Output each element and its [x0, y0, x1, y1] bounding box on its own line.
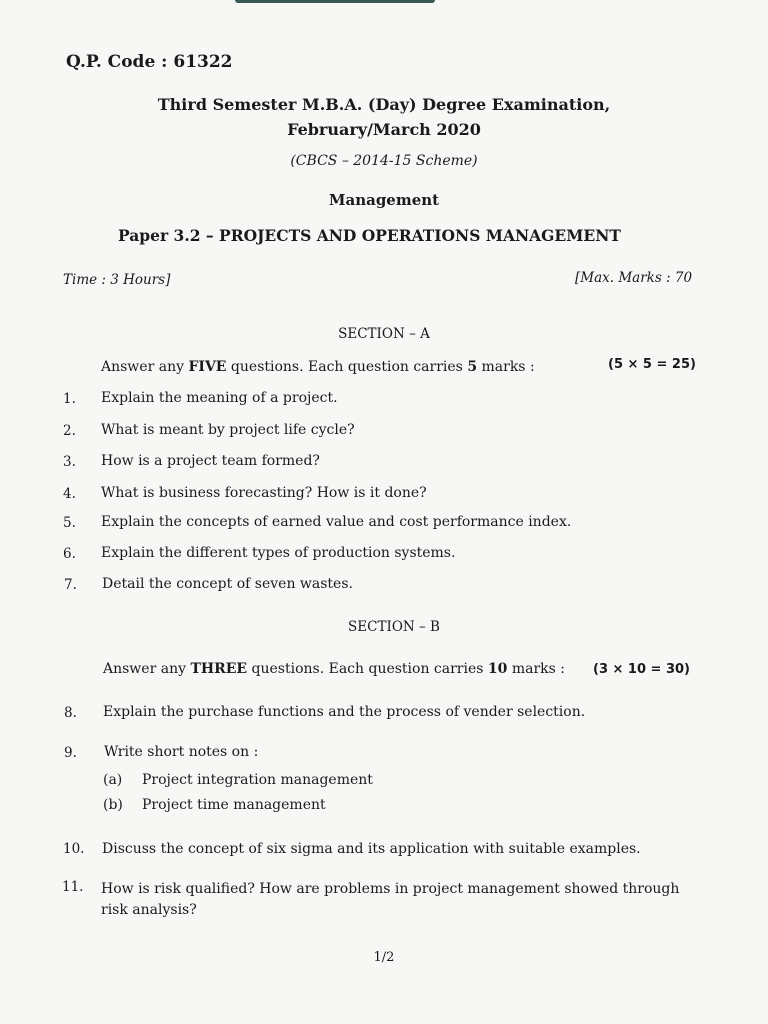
question-number: 4. [63, 486, 76, 502]
exam-title: Third Semester M.B.A. (Day) Degree Examination, [157, 95, 611, 114]
scan-edge-mark [235, 0, 435, 3]
question-number: 5. [63, 515, 76, 531]
section-a-instruction: Answer any FIVE questions. Each question carries 5 marks : [101, 359, 535, 375]
question-number: 7. [64, 577, 77, 593]
question-number: 8. [64, 705, 77, 721]
question-text: Explain the different types of production systems. [101, 545, 456, 561]
section-a-title: SECTION – A [338, 326, 430, 342]
question-text: What is business forecasting? How is it done? [101, 485, 427, 501]
question-text: Detail the concept of seven wastes. [102, 576, 353, 592]
question-text: How is risk qualified? How are problems in project management showed through [101, 881, 680, 897]
question-text: Write short notes on : [104, 744, 259, 760]
question-number: 11. [62, 879, 84, 895]
subquestion-label: (b) [103, 797, 123, 813]
exam-session: February/March 2020 [287, 120, 481, 139]
section-b-title: SECTION – B [348, 619, 440, 635]
question-text: What is meant by project life cycle? [101, 422, 355, 438]
question-number: 10. [63, 841, 85, 857]
question-number: 6. [63, 546, 76, 562]
subquestion-text: Project integration management [142, 772, 373, 788]
question-text-continued: risk analysis? [101, 902, 197, 918]
question-number: 1. [63, 391, 76, 407]
section-a-marks-scheme: (5 × 5 = 25) [608, 357, 696, 372]
subject: Management [328, 191, 440, 209]
question-number: 3. [63, 454, 76, 470]
time-allowed: Time : 3 Hours] [63, 272, 171, 288]
question-text: Explain the concepts of earned value and cost performance index. [101, 514, 572, 530]
page-number: 1/2 [373, 950, 395, 965]
max-marks: [Max. Marks : 70 [575, 270, 693, 286]
question-text: Explain the purchase functions and the process of vender selection. [103, 704, 586, 720]
question-number: 9. [64, 745, 77, 761]
subquestion-text: Project time management [142, 797, 326, 813]
section-b-marks-scheme: (3 × 10 = 30) [593, 662, 690, 677]
question-text: Explain the meaning of a project. [101, 390, 338, 406]
paper-title: Paper 3.2 – PROJECTS AND OPERATIONS MANAGEMENT [118, 226, 621, 245]
question-text: Discuss the concept of six sigma and its application with suitable examples. [102, 841, 641, 857]
section-b-instruction: Answer any THREE questions. Each question carries 10 marks : [103, 661, 565, 677]
question-number: 2. [63, 423, 76, 439]
subquestion-label: (a) [103, 772, 123, 788]
question-text: How is a project team formed? [101, 453, 320, 469]
scheme: (CBCS – 2014-15 Scheme) [290, 153, 478, 169]
qp-code: Q.P. Code : 61322 [66, 52, 233, 72]
